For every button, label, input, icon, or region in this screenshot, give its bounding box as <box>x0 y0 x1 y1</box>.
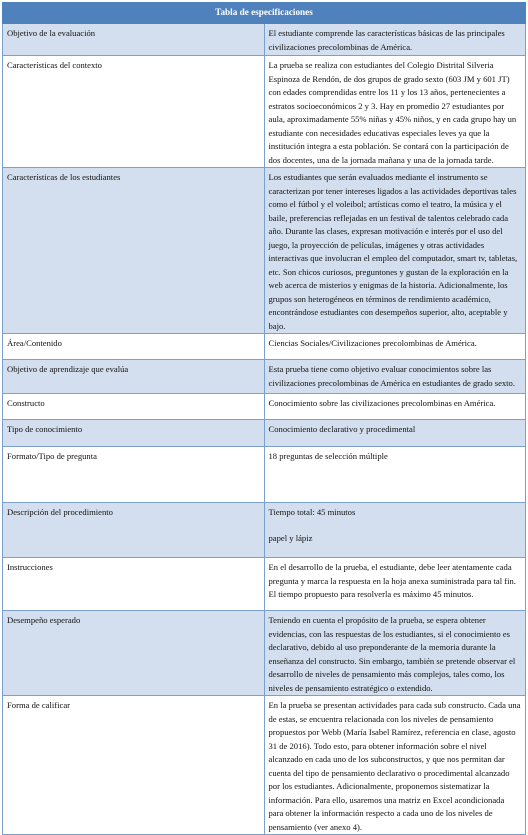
row-label: Constructo <box>3 394 265 420</box>
row-question-format <box>3 447 526 503</box>
row-value: Teniendo en cuenta el propósito de la prueba, se espera obtener evidencias, con las respuestas de los estudiantes, si el conocimiento es declarativo, debido al uso preponderante de la memoria durante la enseñanza del constructo. Sin embargo, también se pretende observar el desarrollo de niveles de pensamiento más complejos, tales como, los niveles de pensamiento estratégico o extendido. <box>264 611 526 696</box>
row-value: En el desarrollo de la prueba, el estudiante, debe leer atentamente cada pregunta y marca la respuesta en la hoja anexa suministrada para tal fin. El tiempo propuesto para resolverla es máximo 45 minutos. <box>264 558 526 611</box>
row-area-content <box>3 334 526 360</box>
row-evaluation-objective <box>3 24 526 56</box>
row-value: El estudiante comprende las características básicas de las principales civilizaciones precolombinas de América. <box>264 24 526 56</box>
row-label: Objetivo de la evaluación <box>3 24 265 56</box>
row-label: Formato/Tipo de pregunta <box>3 447 265 503</box>
row-label: Forma de calificar <box>3 696 265 835</box>
row-label: Instrucciones <box>3 558 265 611</box>
row-value: En la prueba se presentan actividades para cada sub constructo. Cada una de estas, se encuentra relacionada con los niveles de pensamiento propuestos por Webb (María Isabel Ramírez, referencia en clase, agosto 31 de 2016). Todo esto, para obtener información sobre el nivel alcanzado en cada uno de los subconstructos, y que nos permitan dar cuenta del tipo de pensamiento declarativo o procedimental alcanzado por los estudiantes. Adicionalmente, proponemos sistematizar la información. Para ello, usaremos una matriz en Excel acondicionada para obtener la información respecto a cada uno de los niveles de pensamiento (ver anexo 4). <box>264 696 526 835</box>
row-value: Esta prueba tiene como objetivo evaluar conocimientos sobre las civilizaciones precolombinas de América en estudiantes de grado sexto. <box>264 360 526 394</box>
specifications-table <box>2 2 526 835</box>
row-context-characteristics <box>3 56 526 168</box>
row-value: Conocimiento sobre las civilizaciones precolombinas en América. <box>264 394 526 420</box>
row-procedure-description <box>3 503 526 558</box>
row-value: Conocimiento declarativo y procedimental <box>264 420 526 447</box>
row-value-group <box>264 503 526 558</box>
row-label: Desempeño esperado <box>3 611 265 696</box>
row-label: Área/Contenido <box>3 334 265 360</box>
row-value: Los estudiantes que serán evaluados mediante el instrumento se caracterizan por tener intereses ligados a las actividades deportivas tales como el fútbol y el voleibol; artísticas como el teatro, la música y el baile, preferencias reflejadas en un festival de talentos celebrado cada año. Durante las clases, expresan motivación e interés por el uso del juego, la proyección de películas, imágenes y otras actividades interactivas que involucran el empleo del computador, smart tv, tabletas, etc. Son chicos curiosos, preguntones y gustan de la exploración en la web acerca de misterios y enigmas de la historia. Adicionalmente, los grupos son heterogéneos en términos de rendimiento académico, encontrándose estudiantes con desempeños superior, alto, aceptable y bajo. <box>264 168 526 334</box>
row-value: La prueba se realiza con estudiantes del Colegio Distrital Silveria Espinoza de Rendón, de dos grupos de grado sexto (603 JM y 601 JT) con edades comprendidas entre los 11 y los 13 años, pertenecientes a estratos socioeconómicos 2 y 3. Hay en promedio 27 estudiantes por aula, aproximadamente 55% niñas y 45% niños, y en cada grupo hay un estudiante con necesidades educativas especiales leves ya que la institución integra a esta población. Se contará con la participación de dos docentes, una de la jornada mañana y una de la jornada tarde. <box>264 56 526 168</box>
row-label: Objetivo de aprendizaje que evalúa <box>3 360 265 394</box>
row-expected-performance <box>3 611 526 696</box>
row-grading-method <box>3 696 526 835</box>
table-title: Tabla de especificaciones <box>3 3 526 24</box>
row-learning-objective <box>3 360 526 394</box>
table-header-row <box>3 3 526 24</box>
row-value: Ciencias Sociales/Civilizaciones precolombinas de América. <box>264 334 526 360</box>
row-label: Descripción del procedimiento <box>3 503 265 558</box>
procedure-materials: papel y lápiz <box>268 532 313 543</box>
row-label: Características del contexto <box>3 56 265 168</box>
row-label: Tipo de conocimiento <box>3 420 265 447</box>
row-value: 18 preguntas de selección múltiple <box>264 447 526 503</box>
row-knowledge-type <box>3 420 526 447</box>
procedure-time: Tiempo total: 45 minutos <box>268 507 356 517</box>
row-instructions <box>3 558 526 611</box>
row-construct <box>3 394 526 420</box>
row-label: Características de los estudiantes <box>3 168 265 334</box>
row-student-characteristics <box>3 168 526 334</box>
